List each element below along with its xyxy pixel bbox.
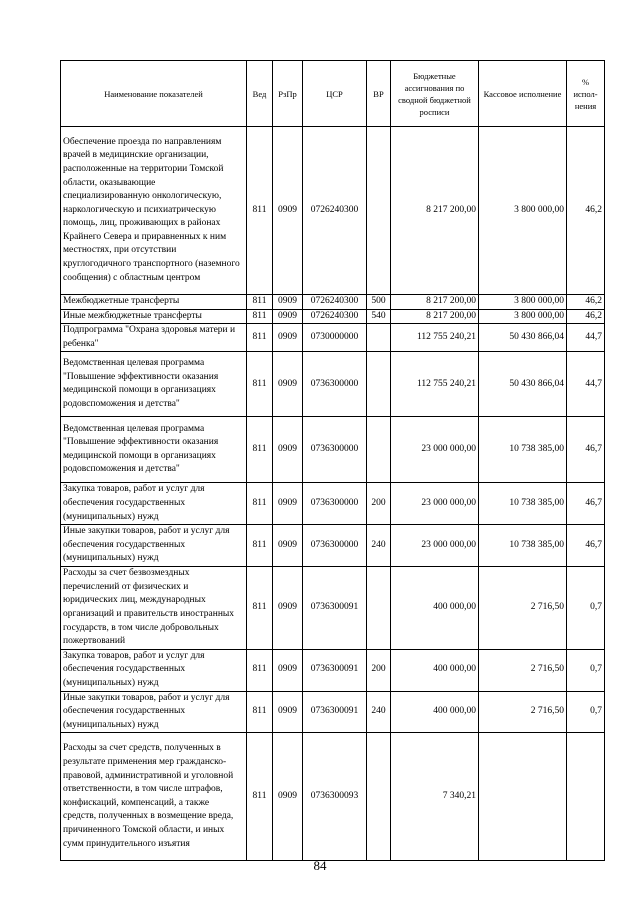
row-rzpr: 0909 <box>273 309 303 324</box>
table-row <box>61 417 605 483</box>
row-name: Обеспечение проезда по направлениям врачей в медицинские организации, расположенные на территории Томской области, оказывающие специализированную онкологическую, наркологическую и психиатрическую помощь, лиц, проживающих в районах Крайнего Севера и приравненных к ним местностях, при отсутствии круглогодичного транспортного (наземного сообщения) с областным центром <box>61 127 247 295</box>
header-cash: Кассовое исполнение <box>479 61 567 127</box>
row-vr: 240 <box>367 525 391 567</box>
row-budget: 7 340,21 <box>391 733 479 861</box>
row-pct: 0,7 <box>567 567 605 650</box>
table-row <box>61 525 605 567</box>
table-row <box>61 483 605 525</box>
row-vr: 500 <box>367 295 391 310</box>
row-rzpr: 0909 <box>273 324 303 352</box>
row-cash: 3 800 000,00 <box>479 295 567 310</box>
row-ved: 811 <box>247 691 273 733</box>
row-name: Иные закупки товаров, работ и услуг для обеспечения государственных (муниципальных) нужд <box>61 691 247 733</box>
header-rzpr: РзПр <box>273 61 303 127</box>
header-pct: % испол- нения <box>567 61 605 127</box>
row-ved: 811 <box>247 295 273 310</box>
table-row <box>61 567 605 650</box>
row-budget: 112 755 240,21 <box>391 352 479 417</box>
row-name: Ведомственная целевая программа "Повышение эффективности оказания медицинской помощи в организациях родовспоможения и детства" <box>61 352 247 417</box>
row-csr: 0736300091 <box>303 649 367 691</box>
row-csr: 0726240300 <box>303 309 367 324</box>
row-csr: 0736300000 <box>303 525 367 567</box>
table-row <box>61 127 605 295</box>
row-rzpr: 0909 <box>273 649 303 691</box>
row-budget: 112 755 240,21 <box>391 324 479 352</box>
row-ved: 811 <box>247 127 273 295</box>
row-vr <box>367 733 391 861</box>
row-rzpr: 0909 <box>273 483 303 525</box>
row-csr: 0736300093 <box>303 733 367 861</box>
row-cash <box>479 733 567 861</box>
row-rzpr: 0909 <box>273 691 303 733</box>
row-cash: 2 716,50 <box>479 691 567 733</box>
row-budget: 400 000,00 <box>391 649 479 691</box>
table-row <box>61 733 605 861</box>
row-rzpr: 0909 <box>273 567 303 650</box>
table-row <box>61 309 605 324</box>
row-pct: 44,7 <box>567 324 605 352</box>
page-number: 84 <box>313 858 327 873</box>
row-budget: 400 000,00 <box>391 691 479 733</box>
row-rzpr: 0909 <box>273 417 303 483</box>
row-ved: 811 <box>247 649 273 691</box>
row-ved: 811 <box>247 567 273 650</box>
row-cash: 2 716,50 <box>479 649 567 691</box>
row-name: Закупка товаров, работ и услуг для обеспечения государственных (муниципальных) нужд <box>61 483 247 525</box>
row-rzpr: 0909 <box>273 352 303 417</box>
row-budget: 23 000 000,00 <box>391 417 479 483</box>
row-ved: 811 <box>247 352 273 417</box>
row-cash: 3 800 000,00 <box>479 127 567 295</box>
row-cash: 10 738 385,00 <box>479 417 567 483</box>
row-cash: 3 800 000,00 <box>479 309 567 324</box>
header-csr: ЦСР <box>303 61 367 127</box>
row-rzpr: 0909 <box>273 295 303 310</box>
row-name: Подпрограмма "Охрана здоровья матери и ребенка" <box>61 324 247 352</box>
row-budget: 23 000 000,00 <box>391 483 479 525</box>
row-pct: 46,2 <box>567 295 605 310</box>
row-pct: 46,2 <box>567 127 605 295</box>
table-row <box>61 324 605 352</box>
row-budget: 8 217 200,00 <box>391 295 479 310</box>
table-row <box>61 691 605 733</box>
row-rzpr: 0909 <box>273 733 303 861</box>
row-csr: 0736300000 <box>303 417 367 483</box>
row-pct: 46,2 <box>567 309 605 324</box>
row-csr: 0726240300 <box>303 127 367 295</box>
row-rzpr: 0909 <box>273 525 303 567</box>
row-name: Расходы за счет средств, полученных в результате применения мер гражданско-правовой, административной и уголовной ответственности, в том числе штрафов, конфискаций, компенсаций, а также средств, полученных в возмещение вреда, причиненного Томской области, и иных сумм принудительного изъятия <box>61 733 247 861</box>
row-vr <box>367 352 391 417</box>
header-ved: Вед <box>247 61 273 127</box>
row-vr <box>367 324 391 352</box>
row-vr <box>367 567 391 650</box>
row-ved: 811 <box>247 525 273 567</box>
row-vr <box>367 127 391 295</box>
row-ved: 811 <box>247 324 273 352</box>
row-csr: 0730000000 <box>303 324 367 352</box>
row-csr: 0736300000 <box>303 352 367 417</box>
row-vr: 200 <box>367 649 391 691</box>
row-csr: 0736300000 <box>303 483 367 525</box>
row-cash: 10 738 385,00 <box>479 483 567 525</box>
row-vr: 200 <box>367 483 391 525</box>
header-vr: ВР <box>367 61 391 127</box>
row-cash: 10 738 385,00 <box>479 525 567 567</box>
row-name: Иные межбюджетные трансферты <box>61 309 247 324</box>
row-cash: 50 430 866,04 <box>479 324 567 352</box>
row-ved: 811 <box>247 733 273 861</box>
row-rzpr: 0909 <box>273 127 303 295</box>
row-name: Межбюджетные трансферты <box>61 295 247 310</box>
row-cash: 2 716,50 <box>479 567 567 650</box>
row-pct: 46,7 <box>567 483 605 525</box>
row-ved: 811 <box>247 417 273 483</box>
row-vr <box>367 417 391 483</box>
row-name: Расходы за счет безвозмездных перечислений от физических и юридических лиц, международных организаций и правительств иностранных государств, в том числе добровольных пожертвований <box>61 567 247 650</box>
row-csr: 0726240300 <box>303 295 367 310</box>
row-pct: 0,7 <box>567 691 605 733</box>
row-name: Ведомственная целевая программа "Повышение эффективности оказания медицинской помощи в организациях родовспоможения и детства" <box>61 417 247 483</box>
table-row <box>61 352 605 417</box>
row-cash: 50 430 866,04 <box>479 352 567 417</box>
row-budget: 400 000,00 <box>391 567 479 650</box>
row-name: Закупка товаров, работ и услуг для обеспечения государственных (муниципальных) нужд <box>61 649 247 691</box>
row-budget: 8 217 200,00 <box>391 309 479 324</box>
header-name: Наименование показателей <box>61 61 247 127</box>
row-pct: 44,7 <box>567 352 605 417</box>
budget-table <box>60 60 605 861</box>
row-ved: 811 <box>247 309 273 324</box>
row-pct <box>567 733 605 861</box>
row-csr: 0736300091 <box>303 691 367 733</box>
table-header-row <box>61 61 605 127</box>
row-pct: 0,7 <box>567 649 605 691</box>
table-row <box>61 649 605 691</box>
row-ved: 811 <box>247 483 273 525</box>
header-budget: Бюджетные ассигнования по сводной бюджетной росписи <box>391 61 479 127</box>
row-vr: 240 <box>367 691 391 733</box>
table-row <box>61 295 605 310</box>
row-vr: 540 <box>367 309 391 324</box>
row-pct: 46,7 <box>567 417 605 483</box>
row-budget: 8 217 200,00 <box>391 127 479 295</box>
row-csr: 0736300091 <box>303 567 367 650</box>
row-pct: 46,7 <box>567 525 605 567</box>
row-budget: 23 000 000,00 <box>391 525 479 567</box>
row-name: Иные закупки товаров, работ и услуг для обеспечения государственных (муниципальных) нужд <box>61 525 247 567</box>
